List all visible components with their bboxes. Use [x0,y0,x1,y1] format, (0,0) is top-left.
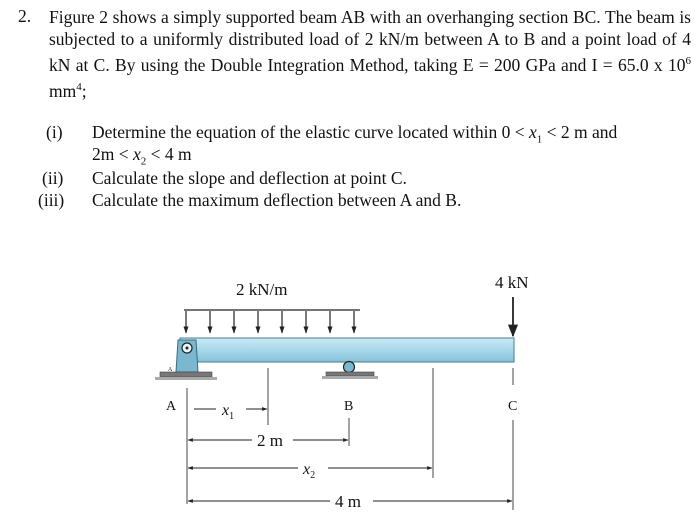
udl-label: 2 kN/m [236,280,288,299]
part-text-line2: $2m < x_2 < 4$ m [92,144,192,168]
question-intro: Figure 2 shows a simply supported beam AB with an overhanging section BC. The beam is subjected to a uniformly distributed load of 2 kN/m between A to B and a point load of 4 kN at C. By using the Double Integration Method, taking E = 200 GPa and I = 65.0 x 10 [49,7,691,75]
question-end: ; [81,80,87,101]
part-text: Determine the equation of the elastic curve located within $0 < x_1 < 2$ m and [92,122,618,146]
part-text: Calculate the slope and deflection at point C. [92,168,407,188]
extension-lines [187,368,513,510]
question-number: 2. [18,6,32,26]
point-a-label: A [166,399,177,414]
dim-2m [188,431,348,450]
point-c-label: C [508,399,518,414]
point-load-label: 4 kN [495,273,529,292]
roller-support-b [322,362,378,380]
svg-text:A: A [168,367,173,373]
dim-4m-label: 4 m [335,492,361,511]
part-label: (iii) [38,190,65,210]
part-label: (i) [46,122,63,142]
part-label: (ii) [42,168,64,188]
x2-dimension [188,461,432,481]
x1-label: $x_1$ [222,402,235,422]
dim-4m [188,492,512,511]
udl-arrows [186,311,354,333]
dim-2m-label: 2 m [257,431,283,450]
x2-label: $x_2$ [303,461,316,481]
unit-exponent: 4 [76,80,82,93]
point-b-label: B [344,399,354,414]
part-text: Calculate the maximum deflection between A and B. [92,190,462,210]
x1-dimension [194,402,267,422]
beam [180,338,514,362]
unit: mm [49,80,77,101]
exponent: 6 [685,55,691,67]
